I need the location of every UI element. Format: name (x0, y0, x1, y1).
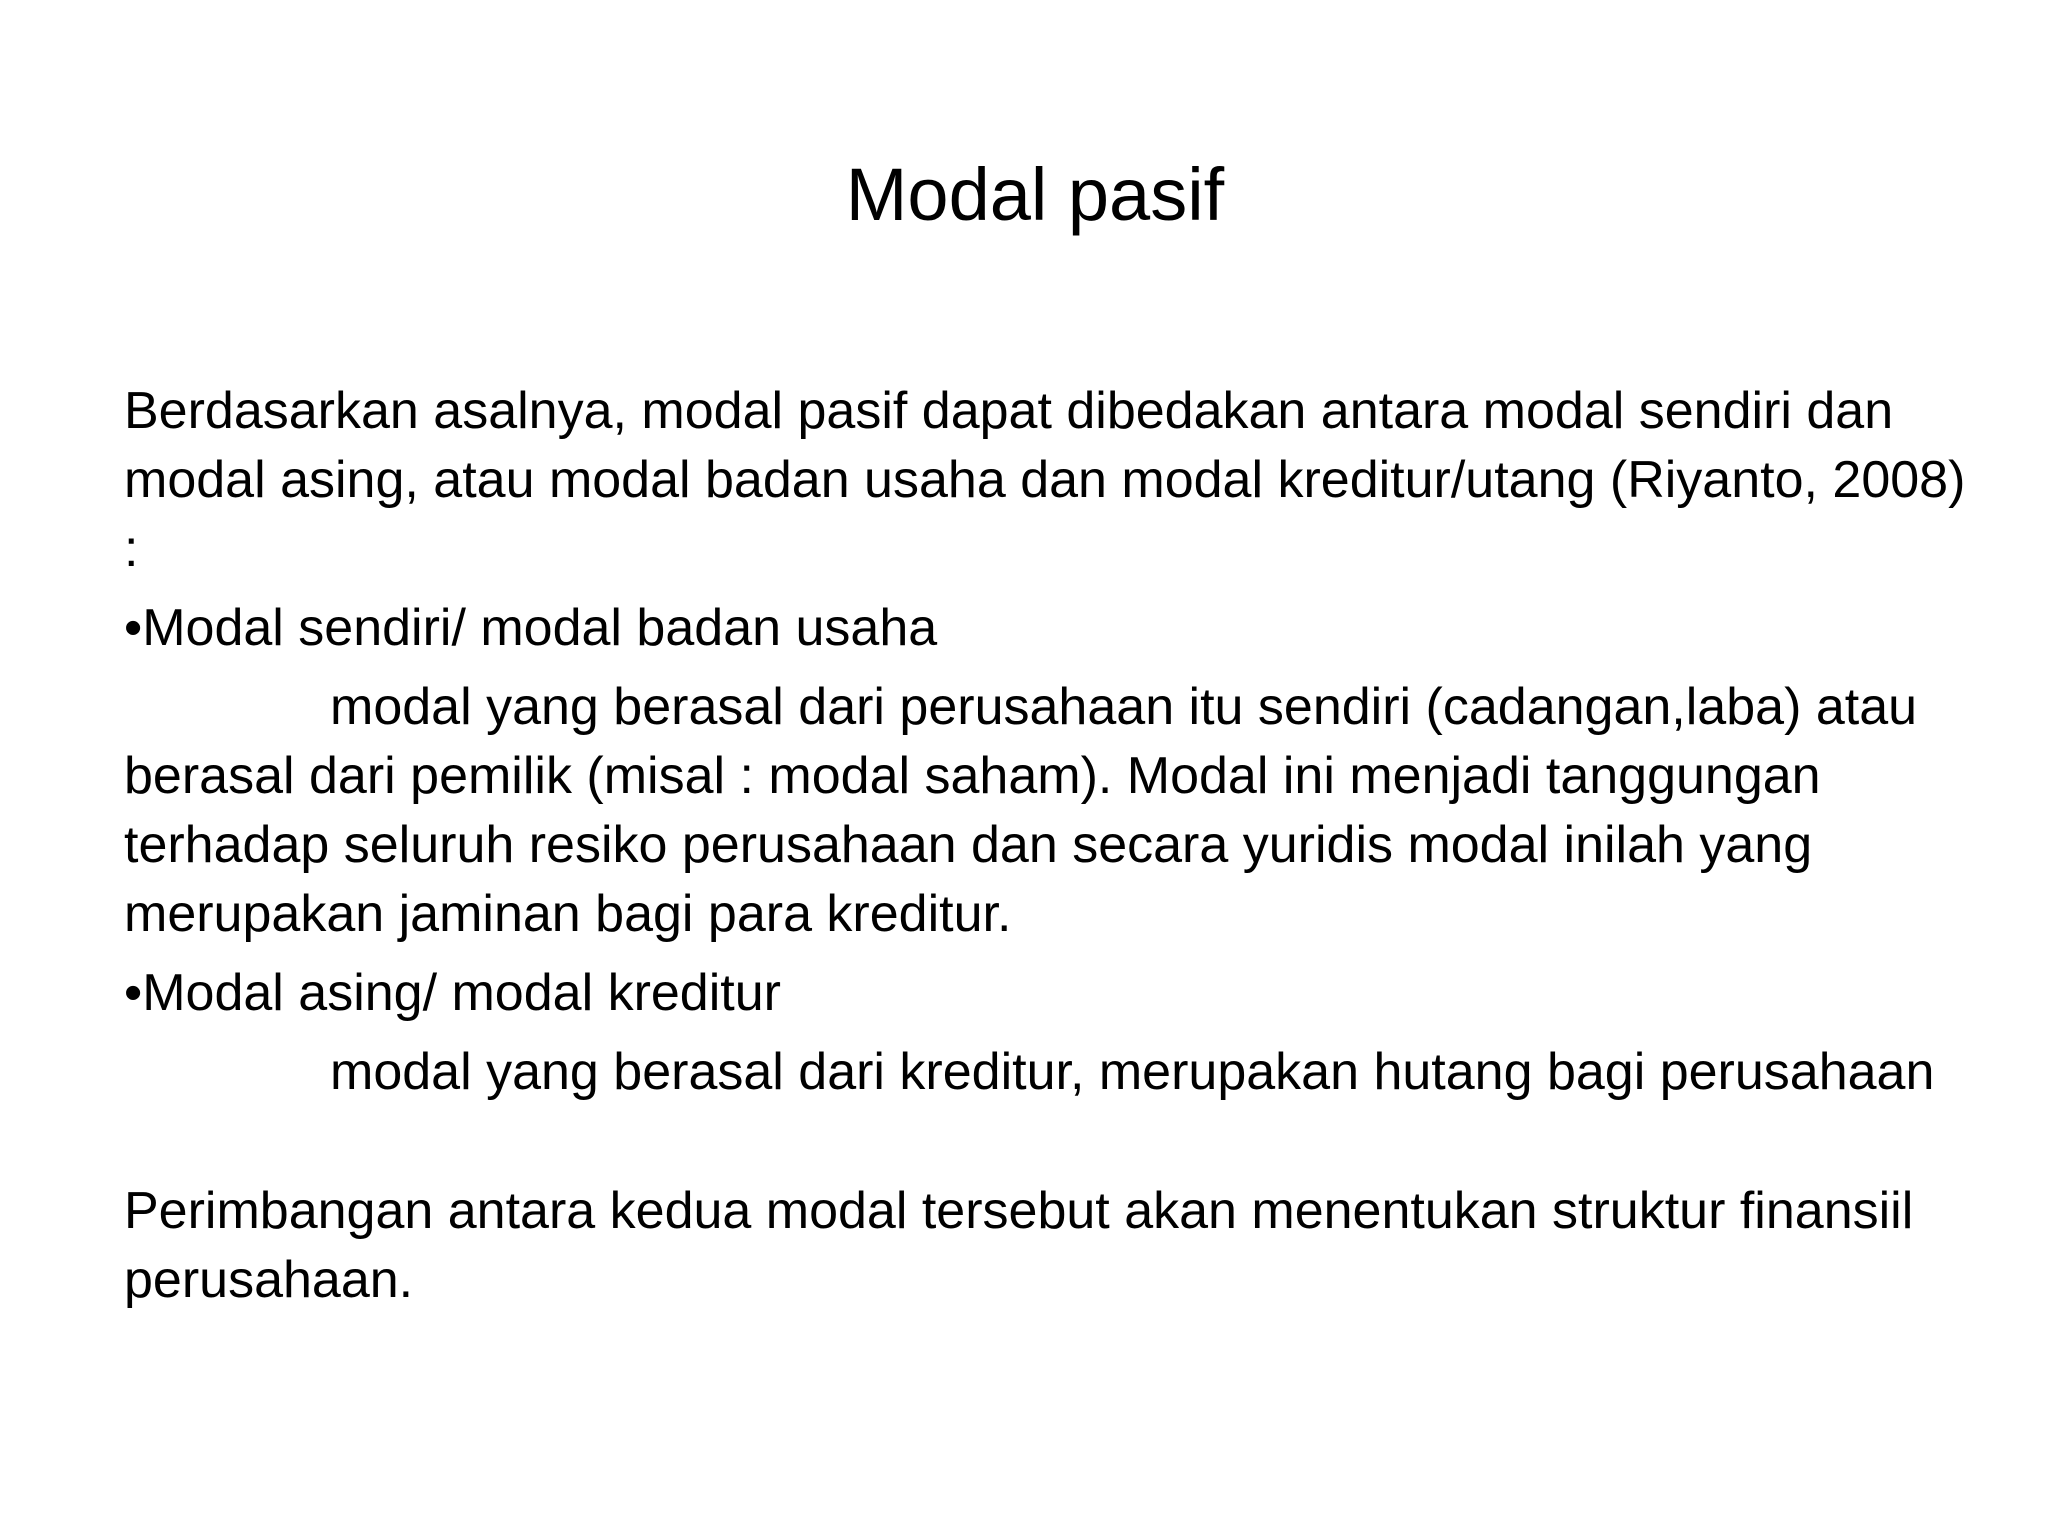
slide-title: Modal pasif (845, 153, 1225, 236)
bullet-modal-sendiri: •Modal sendiri/ modal badan usaha (124, 599, 938, 657)
intro-paragraph: Berdasarkan asalnya, modal pasif dapat dibedakan antara modal sendiri dan modal asing, atau modal badan usaha dan modal kreditur/utang (Riyanto, 2008) : (124, 382, 1966, 578)
slide-body (124, 377, 1974, 1315)
conclusion-paragraph: Perimbangan antara kedua modal tersebut akan menentukan struktur finansiil perusahaan. (124, 1182, 1914, 1309)
bullet-modal-asing-description: modal yang berasal dari kreditur, merupakan hutang bagi perusahaan (330, 1043, 1935, 1101)
bullet-modal-asing: •Modal asing/ modal kreditur (124, 964, 781, 1022)
bullet-modal-sendiri-description: modal yang berasal dari perusahaan itu sendiri (cadangan,laba) atau berasal dari pemilik (misal : modal saham). Modal ini menjadi tanggungan terhadap seluruh resiko perusahaan dan secara yuridis modal inilah yang merupakan jaminan bagi para kreditur. (124, 678, 1918, 943)
